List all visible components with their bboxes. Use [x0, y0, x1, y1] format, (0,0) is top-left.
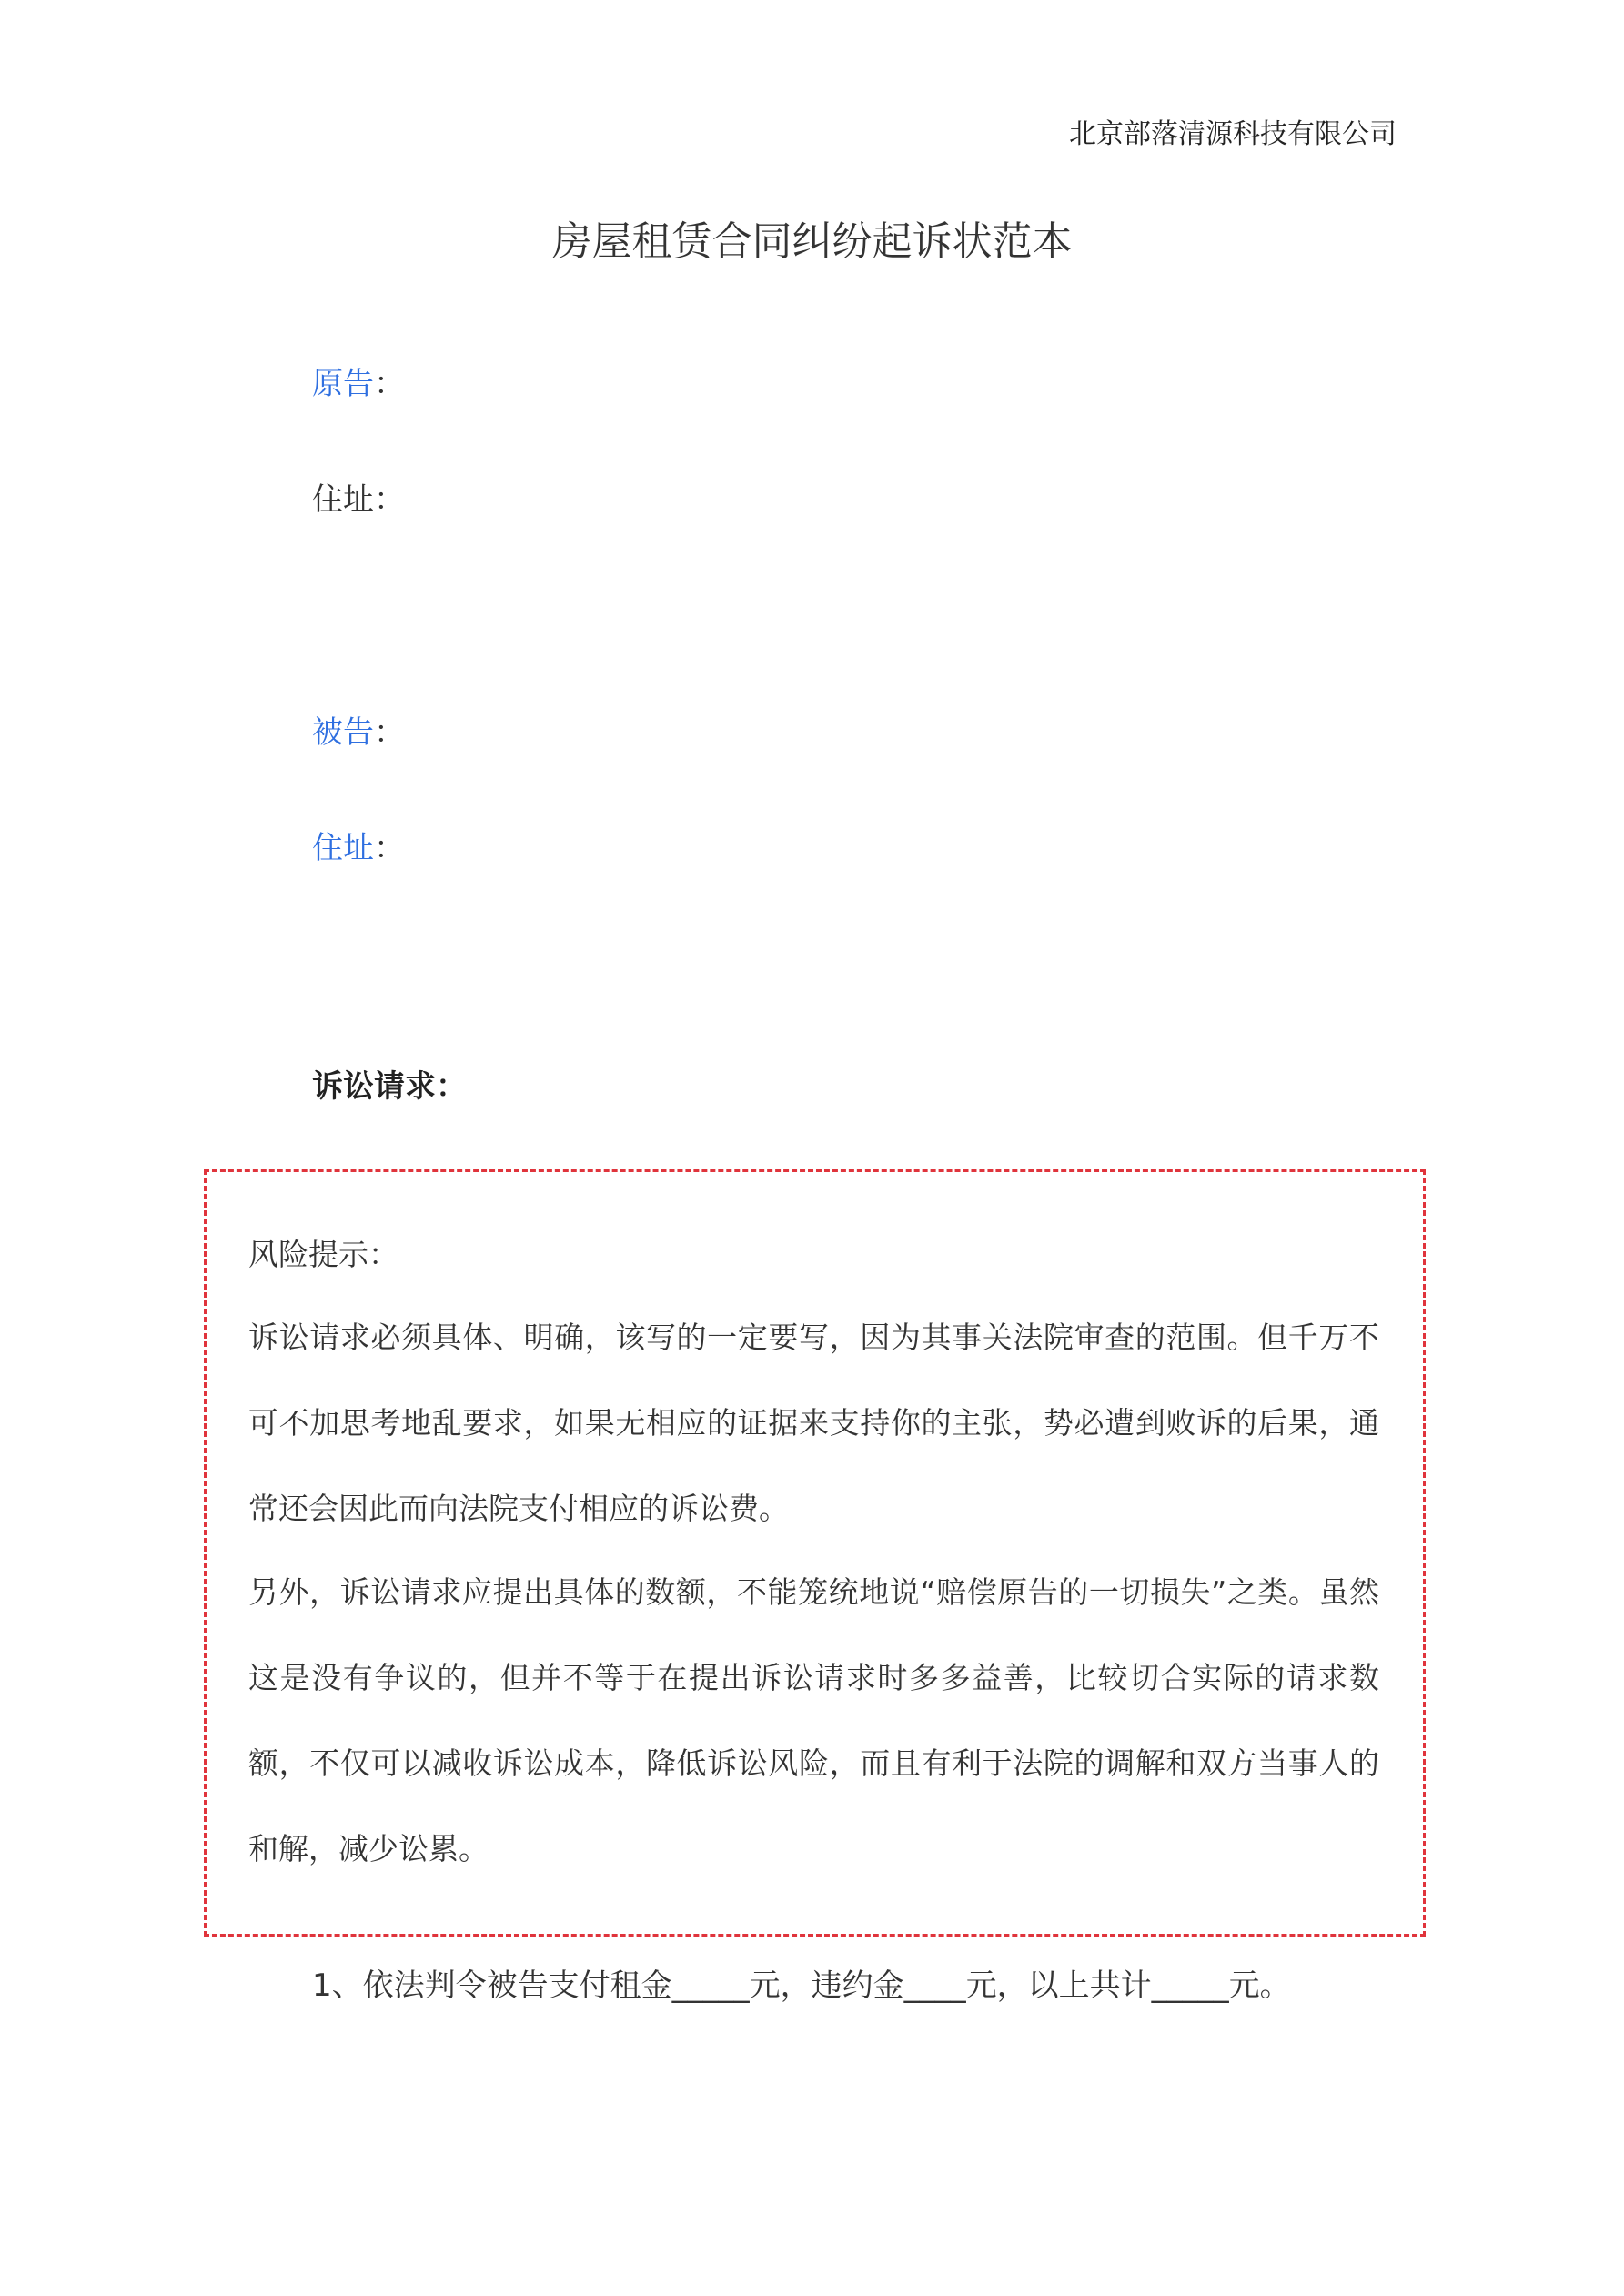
risk-warning-title: 风险提示：	[248, 1237, 398, 1272]
risk-warning-paragraph: 另外，诉讼请求应提出具体的数额，不能笼统地说“赔偿原告的一切损失”之类。虽然这是没有争议的，但并不等于在提出诉讼请求时多多益善，比较切合实际的请求数额，不仅可以减收诉讼成本，降低诉讼风险，而且有利于法院的调解和双方当事人的和解，减少讼累。	[248, 1574, 1379, 1866]
plaintiff-address-label: 住址	[312, 481, 374, 518]
defendant-colon: ：	[374, 714, 405, 751]
defendant-address-colon: ：	[374, 830, 405, 866]
company-name: 北京部落清源科技有限公司	[1069, 118, 1397, 150]
plaintiff-address-field	[312, 480, 405, 520]
risk-warning-box	[204, 1169, 1426, 1937]
plaintiff-field	[312, 364, 405, 404]
page-title: 房屋租赁合同纠纷起诉状范本	[551, 218, 1073, 265]
plaintiff-label-link[interactable]: 原告	[312, 366, 374, 402]
risk-warning-paragraph: 诉讼请求必须具体、明确，该写的一定要写，因为其事关法院审查的范围。但千万不可不加思考地乱要求，如果无相应的证据来支持你的主张，势必遭到败诉的后果，通常还会因此而向法院支付相应的诉讼费。	[248, 1320, 1379, 1526]
defendant-field	[312, 713, 405, 753]
plaintiff-address-colon: ：	[374, 481, 405, 518]
plaintiff-colon: ：	[374, 366, 405, 402]
claims-heading: 诉讼请求：	[312, 1068, 467, 1105]
defendant-label-link[interactable]: 被告	[312, 714, 374, 751]
defendant-address-field	[312, 828, 405, 868]
claim-item: 1、依法判令被告支付租金_____元，违约金____元，以上共计_____元。	[312, 1967, 1291, 2004]
defendant-address-label-link[interactable]: 住址	[312, 830, 374, 866]
